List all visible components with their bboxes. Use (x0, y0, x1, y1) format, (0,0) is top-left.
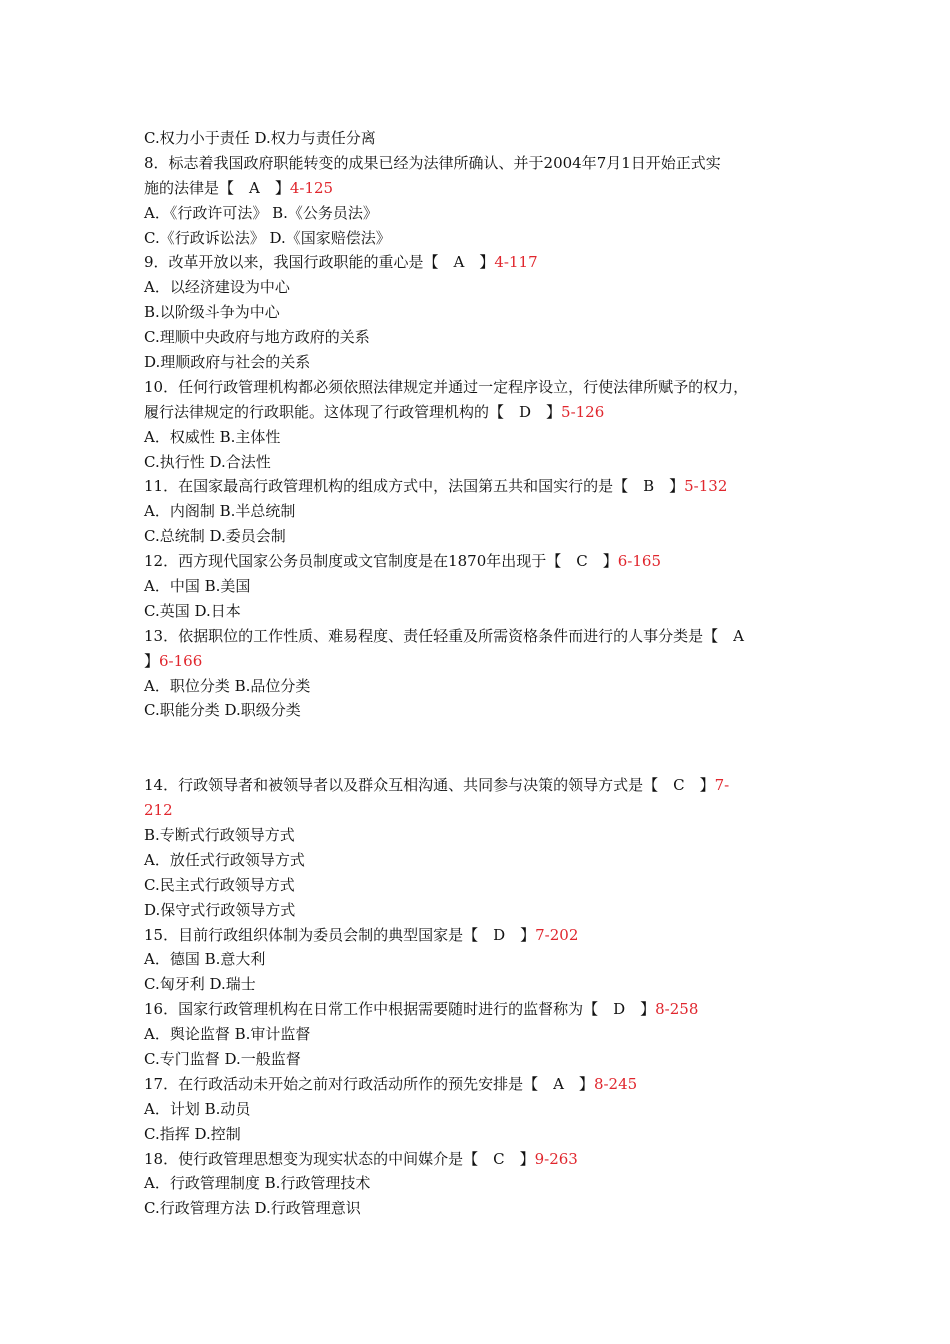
text-line (144, 425, 814, 450)
text-line (144, 300, 814, 325)
line-text: 履行法律规定的行政职能。这体现了行政管理机构的【 D 】 (144, 402, 562, 421)
line-text: 8．标志着我国政府职能转变的成果已经为法律所确认、并于2004年7月1日开始正式实 (144, 153, 721, 172)
text-line (144, 275, 814, 300)
text-line (144, 923, 814, 948)
text-line (144, 499, 814, 524)
line-text: A．舆论监督 B.审计监督 (144, 1025, 311, 1044)
text-line (144, 375, 814, 400)
line-text: 18．使行政管理思想变为现实状态的中间媒介是【 C 】 (144, 1149, 535, 1168)
text-line (144, 873, 814, 898)
text-line (144, 1022, 814, 1047)
line-text: C.行政管理方法 D.行政管理意识 (144, 1199, 361, 1218)
text-line (144, 898, 814, 923)
page-reference: 8-245 (593, 1074, 638, 1093)
line-text: 】 (144, 651, 160, 670)
text-line (144, 474, 814, 499)
text-line (144, 947, 814, 972)
text-line (144, 1122, 814, 1147)
text-line (144, 350, 814, 375)
text-line (144, 649, 814, 674)
text-line (144, 1047, 814, 1072)
page-reference: 4-117 (494, 253, 538, 272)
text-line (144, 176, 814, 201)
line-text: C.民主式行政领导方式 (144, 875, 295, 894)
text-line (144, 798, 814, 823)
text-line (144, 773, 814, 798)
text-line (144, 201, 814, 226)
line-text: A．放任式行政领导方式 (144, 850, 305, 869)
line-text: C.英国 D.日本 (144, 601, 241, 620)
line-text: D.理顺政府与社会的关系 (144, 353, 311, 372)
line-text: A．德国 B.意大利 (144, 950, 266, 969)
page-reference: 4-125 (289, 178, 334, 197)
document-content (144, 126, 814, 1221)
text-line (144, 823, 814, 848)
line-text: A．行政管理制度 B.行政管理技术 (144, 1174, 371, 1193)
text-line (144, 1171, 814, 1196)
page-reference: 6-165 (617, 552, 661, 571)
text-line (144, 1147, 814, 1172)
text-line (144, 524, 814, 549)
line-text: A．权威性 B.主体性 (144, 427, 281, 446)
text-line (144, 126, 814, 151)
text-line (144, 674, 814, 699)
page-reference: 5-126 (561, 402, 605, 421)
text-line (144, 599, 814, 624)
page-reference: 8-258 (655, 1000, 699, 1019)
text-line (144, 848, 814, 873)
line-text: A．中国 B.美国 (144, 577, 251, 596)
text-line (144, 250, 814, 275)
line-text: 施的法律是【 A 】 (144, 178, 290, 197)
line-text: 9．改革开放以来，我国行政职能的重心是【 A 】 (144, 253, 495, 272)
line-text: C.权力小于责任 D.权力与责任分离 (144, 129, 376, 147)
line-text: 12．西方现代国家公务员制度或文官制度是在1870年出现于【 C 】 (144, 552, 618, 571)
text-line (144, 151, 814, 176)
questions-block-2 (144, 773, 814, 1221)
text-line (144, 1072, 814, 1097)
page-reference: 5-132 (684, 477, 728, 496)
line-text: 14．行政领导者和被领导者以及群众互相沟通、共同参与决策的领导方式是【 C 】 (144, 776, 715, 795)
text-line (144, 698, 814, 723)
page-reference: 6-166 (159, 651, 203, 670)
line-text: C.专门监督 D.一般监督 (144, 1049, 301, 1068)
line-text: C.总统制 D.委员会制 (144, 527, 286, 546)
questions-block-1 (144, 126, 814, 723)
line-text: A．职位分类 B.品位分类 (144, 676, 311, 695)
line-text: C.理顺中央政府与地方政府的关系 (144, 328, 370, 347)
line-text: D.保守式行政领导方式 (144, 900, 296, 919)
line-text: 16．国家行政管理机构在日常工作中根据需要随时进行的监督称为【 D 】 (144, 1000, 656, 1019)
line-text: 17．在行政活动未开始之前对行政活动所作的预先安排是【 A 】 (144, 1074, 594, 1093)
line-text: 15．目前行政组织体制为委员会制的典型国家是【 D 】 (144, 925, 536, 944)
text-line (144, 400, 814, 425)
page-reference: 7-202 (535, 925, 579, 944)
line-text: A．《行政许可法》 B.《公务员法》 (144, 203, 378, 222)
line-text: 11．在国家最高行政管理机构的组成方式中，法国第五共和国实行的是【 B 】 (144, 477, 685, 496)
line-text: C.《行政诉讼法》 D.《国家赔偿法》 (144, 228, 391, 247)
line-text: B.专断式行政领导方式 (144, 825, 295, 844)
text-line (144, 226, 814, 251)
page-reference: 9-263 (534, 1149, 578, 1168)
text-line (144, 325, 814, 350)
line-text: C.执行性 D.合法性 (144, 452, 271, 471)
text-line (144, 1196, 814, 1221)
page-reference: 212 (144, 801, 173, 820)
text-line (144, 972, 814, 997)
block-gap (144, 723, 814, 773)
line-text: 13．依据职位的工作性质、难易程度、责任轻重及所需资格条件而进行的人事分类是【 A (144, 626, 744, 645)
text-line (144, 1097, 814, 1122)
line-text: C.匈牙利 D.瑞士 (144, 975, 256, 994)
line-text: A．以经济建设为中心 (144, 278, 290, 297)
line-text: C.指挥 D.控制 (144, 1124, 241, 1143)
line-text: A．计划 B.动员 (144, 1099, 251, 1118)
line-text: B.以阶级斗争为中心 (144, 303, 280, 322)
text-line (144, 450, 814, 475)
page-reference: 7- (714, 776, 730, 795)
line-text: A．内阁制 B.半总统制 (144, 502, 296, 521)
text-line (144, 624, 814, 649)
text-line (144, 549, 814, 574)
text-line (144, 997, 814, 1022)
line-text: 10．任何行政管理机构都必须依照法律规定并通过一定程序设立，行使法律所赋予的权力， (144, 377, 749, 396)
line-text: C.职能分类 D.职级分类 (144, 701, 301, 720)
text-line (144, 574, 814, 599)
